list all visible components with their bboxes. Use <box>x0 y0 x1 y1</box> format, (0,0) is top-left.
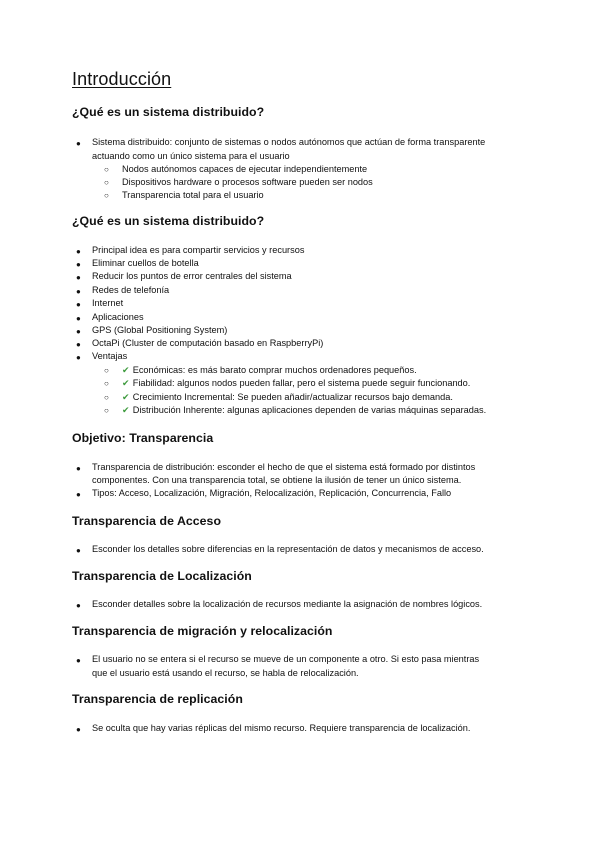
list-item: GPS (Global Positioning System) <box>92 325 228 335</box>
sub-list-item: Transparencia total para el usuario <box>122 190 264 200</box>
bullet-dot: ● <box>76 327 81 336</box>
section-heading: Transparencia de replicación <box>72 692 243 706</box>
bullet-circle: ○ <box>104 165 109 174</box>
bullet-dot: ● <box>76 601 81 610</box>
list-item: Se oculta que hay varias réplicas del mismo recurso. Requiere transparencia de localización. <box>92 723 471 733</box>
list-item: Principal idea es para compartir servicios y recursos <box>92 245 305 255</box>
bullet-dot: ● <box>76 247 81 256</box>
list-item: Eliminar cuellos de botella <box>92 258 199 268</box>
check-icon: ✔ <box>122 392 130 402</box>
bullet-dot: ● <box>76 314 81 323</box>
sub-list-item: ✔ Fiabilidad: algunos nodos pueden fallar, pero el sistema puede seguir funcionando. <box>122 378 471 388</box>
check-icon: ✔ <box>122 378 130 388</box>
list-item: Esconder los detalles sobre diferencias en la representación de datos y mecanismos de acceso. <box>92 544 484 554</box>
bullet-dot: ● <box>76 490 81 499</box>
section-heading: ¿Qué es un sistema distribuido? <box>72 105 265 119</box>
bullet-dot: ● <box>76 139 81 148</box>
bullet-circle: ○ <box>104 406 109 415</box>
sub-list-item: Dispositivos hardware o procesos software pueden ser nodos <box>122 177 373 187</box>
list-item: Transparencia de distribución: esconder el hecho de que el sistema está formado por distintos <box>92 462 476 472</box>
sub-list-item: ✔ Distribución Inherente: algunas aplicaciones dependen de varias máquinas separadas. <box>122 405 487 415</box>
sub-list-item: ✔ Crecimiento Incremental: Se pueden añadir/actualizar recursos bajo demanda. <box>122 392 453 402</box>
section-heading: Transparencia de migración y relocalización <box>72 624 333 638</box>
bullet-dot: ● <box>76 273 81 282</box>
list-item-continuation: que el usuario está usando el recurso, se habla de relocalización. <box>92 668 359 678</box>
page-title: Introducción <box>72 69 172 89</box>
list-item: OctaPi (Cluster de computación basado en RaspberryPi) <box>92 338 324 348</box>
sub-list-item: Nodos autónomos capaces de ejecutar independientemente <box>122 164 368 174</box>
list-item-continuation: componentes. Con una transparencia total, se obtiene la ilusión de tener un único sistema. <box>92 475 462 485</box>
section-heading: ¿Qué es un sistema distribuido? <box>72 214 265 228</box>
bullet-dot: ● <box>76 725 81 734</box>
bullet-circle: ○ <box>104 393 109 402</box>
bullet-circle: ○ <box>104 366 109 375</box>
list-item: Aplicaciones <box>92 312 144 322</box>
bullet-dot: ● <box>76 546 81 555</box>
list-item: Internet <box>92 298 124 308</box>
list-item: Tipos: Acceso, Localización, Migración, Relocalización, Replicación, Concurrencia, Fallo <box>92 488 452 498</box>
bullet-dot: ● <box>76 287 81 296</box>
list-item-continuation: actuando como un único sistema para el usuario <box>92 151 290 161</box>
section-heading: Transparencia de Acceso <box>72 514 222 528</box>
section-heading: Objetivo: Transparencia <box>72 431 214 445</box>
bullet-circle: ○ <box>104 191 109 200</box>
bullet-dot: ● <box>76 464 81 473</box>
list-item: Redes de telefonía <box>92 285 170 295</box>
list-item: Reducir los puntos de error centrales del sistema <box>92 271 292 281</box>
bullet-dot: ● <box>76 656 81 665</box>
bullet-dot: ● <box>76 260 81 269</box>
check-icon: ✔ <box>122 405 130 415</box>
check-icon: ✔ <box>122 365 130 375</box>
bullet-dot: ● <box>76 340 81 349</box>
bullet-dot: ● <box>76 300 81 309</box>
list-item: Esconder detalles sobre la localización de recursos mediante la asignación de nombres lógicos. <box>92 599 483 609</box>
bullet-circle: ○ <box>104 379 109 388</box>
bullet-circle: ○ <box>104 178 109 187</box>
sub-list-item: ✔ Económicas: es más barato comprar muchos ordenadores pequeños. <box>122 365 417 375</box>
bullet-dot: ● <box>76 353 81 362</box>
list-item: Sistema distribuido: conjunto de sistemas o nodos autónomos que actúan de forma transparente <box>92 137 486 147</box>
list-item: Ventajas <box>92 351 128 361</box>
list-item: El usuario no se entera si el recurso se mueve de un componente a otro. Si esto pasa mientras <box>92 654 480 664</box>
section-heading: Transparencia de Localización <box>72 569 252 583</box>
